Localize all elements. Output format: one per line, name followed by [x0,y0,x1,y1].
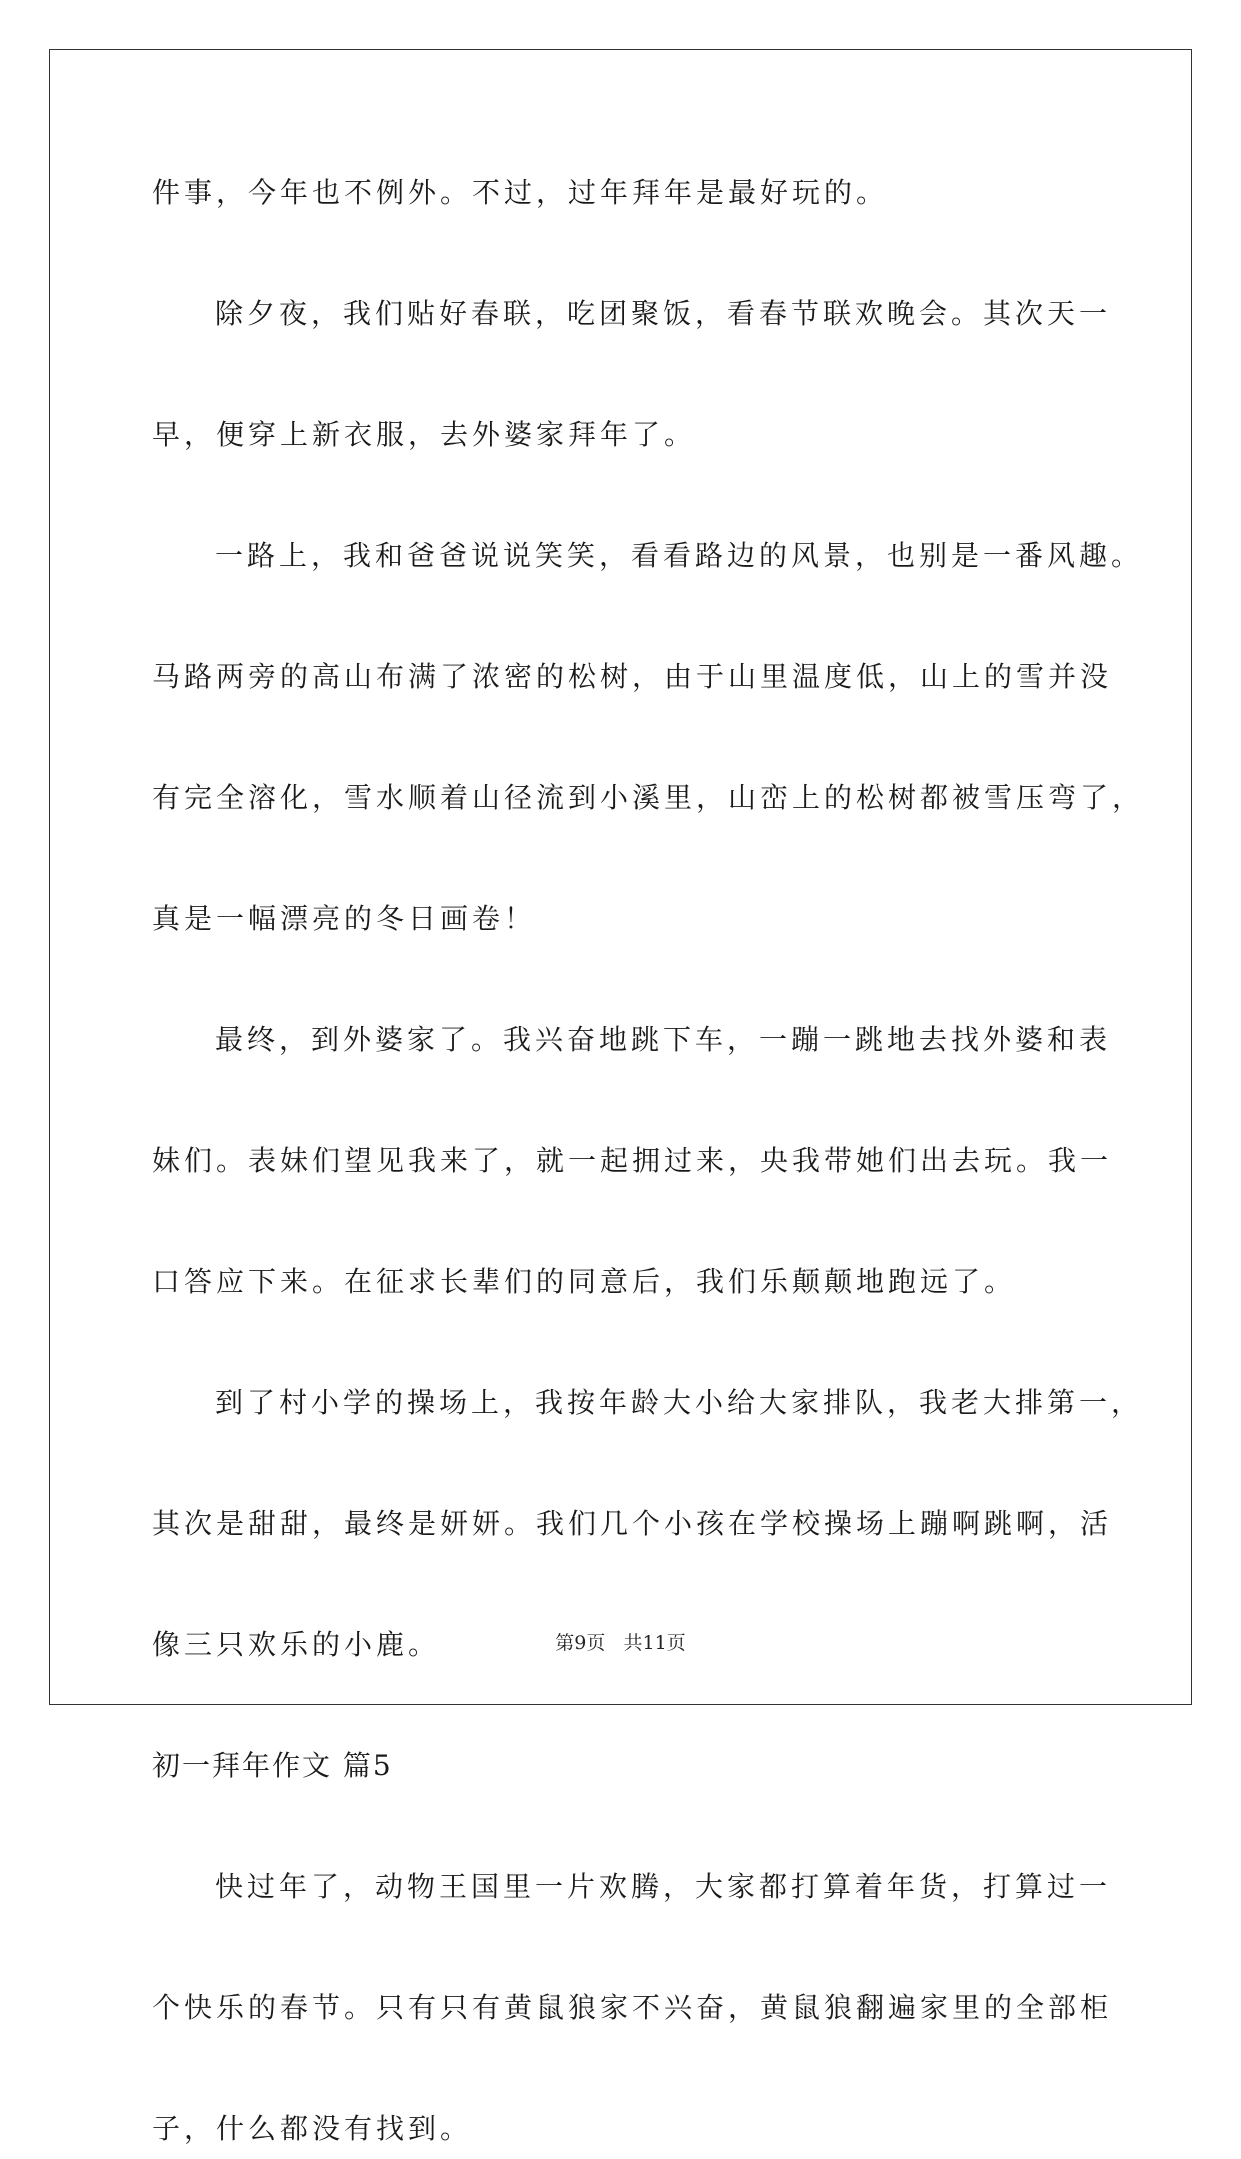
current-page-label: 第9页 [555,1632,606,1654]
text-line: 像三只欢乐的小鹿。 [152,1628,441,1661]
text-line: 到了村小学的操场上，我按年龄大小给大家排队，我老大排第一， [215,1386,1144,1419]
text-line: 早，便穿上新衣服，去外婆家拜年了。 [152,418,697,451]
text-line: 妹们。表妹们望见我来了，就一起拥过来，央我带她们出去玩。我一 [152,1144,1113,1177]
text-line: 有完全溶化，雪水顺着山径流到小溪里，山峦上的松树都被雪压弯了， [152,781,1145,814]
text-line: 其次是甜甜，最终是妍妍。我们几个小孩在学校操场上蹦啊跳啊，活 [152,1507,1113,1540]
document-body [152,162,1145,2159]
total-pages-label: 共11页 [623,1632,686,1654]
text-line: 快过年了，动物王国里一片欢腾，大家都打算着年货，打算过一 [215,1870,1112,1903]
text-line: 一路上，我和爸爸说说笑笑，看看路边的风景，也别是一番风趣。 [215,539,1144,572]
text-line: 个快乐的春节。只有只有黄鼠狼家不兴奋，黄鼠狼翻遍家里的全部柜 [152,1991,1113,2024]
text-line: 真是一幅漂亮的冬日画卷！ [152,902,537,935]
text-line: 马路两旁的高山布满了浓密的松树，由于山里温度低，山上的雪并没 [152,660,1113,693]
page-footer [0,1628,1241,1655]
text-line: 子，什么都没有找到。 [152,2112,473,2145]
section-heading: 初一拜年作文 篇5 [152,1749,393,1782]
text-line: 除夕夜，我们贴好春联，吃团聚饭，看春节联欢晚会。其次天一 [215,297,1112,330]
text-line: 口答应下来。在征求长辈们的同意后，我们乐颠颠地跑远了。 [152,1265,1017,1298]
text-line: 件事，今年也不例外。不过，过年拜年是最好玩的。 [152,176,889,209]
text-line: 最终，到外婆家了。我兴奋地跳下车，一蹦一跳地去找外婆和表 [215,1023,1112,1056]
